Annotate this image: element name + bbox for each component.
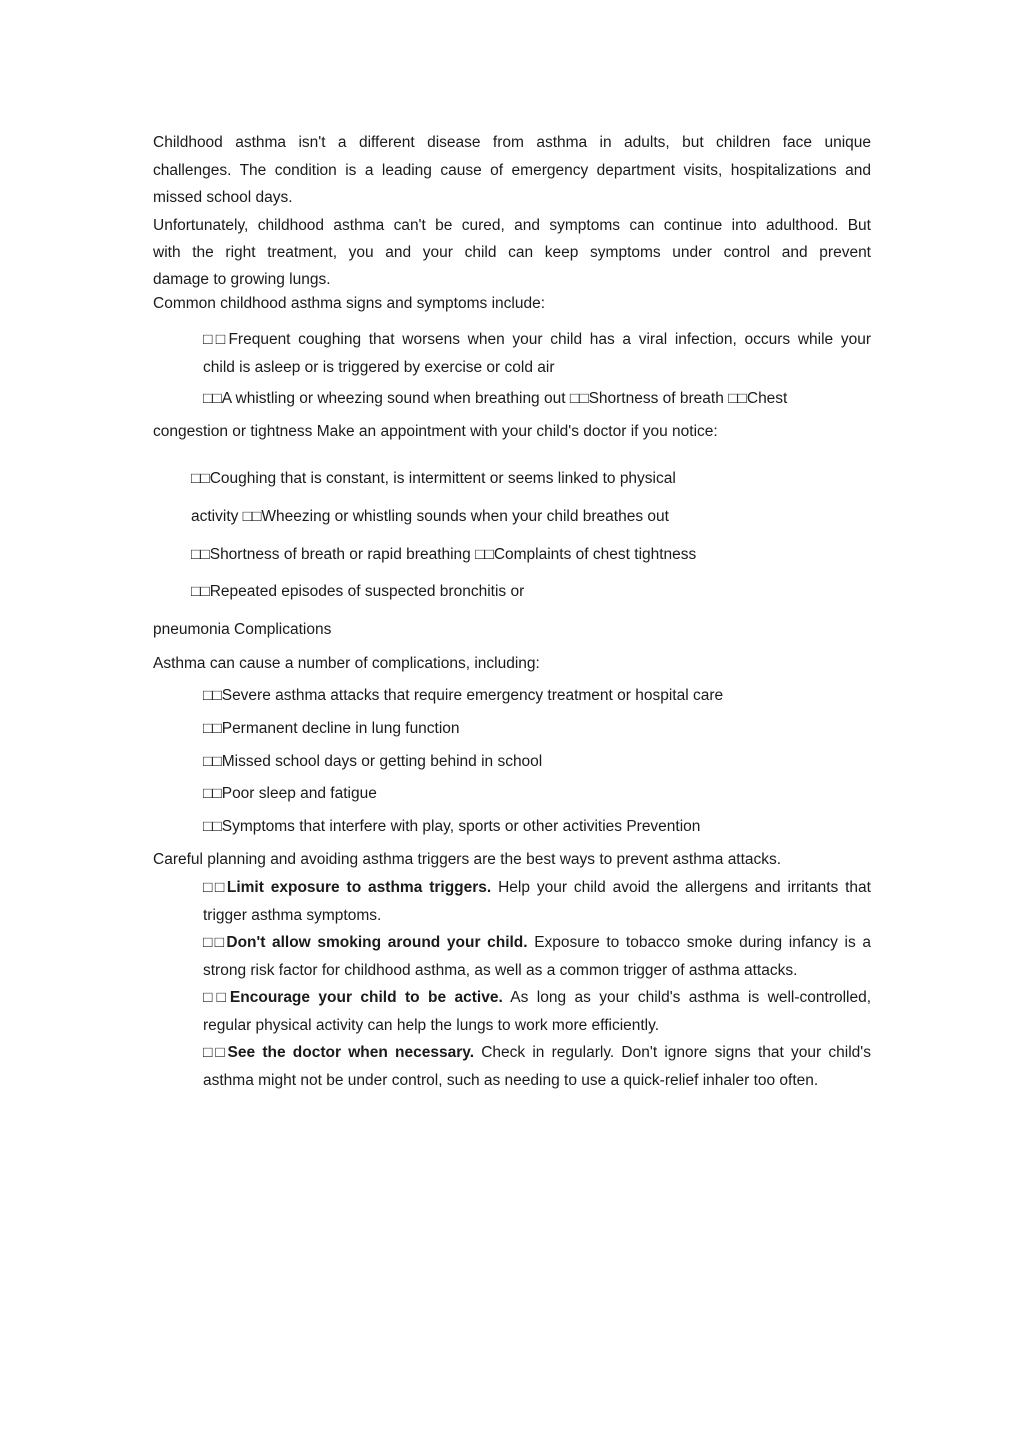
prevention-intro: Careful planning and avoiding asthma triggers are the best ways to prevent asthma attacks.	[153, 851, 782, 868]
prevention-item-text: As long as your child's asthma is well-controlled,	[502, 989, 872, 1006]
prevention-item-title: Limit exposure to asthma triggers.	[226, 879, 492, 896]
prevention-item-smoking-line1	[203, 933, 871, 953]
prevention-item-active-line2: regular physical activity can help the lungs to work more efficiently.	[203, 1017, 660, 1034]
complications-intro: Asthma can cause a number of complications, including:	[153, 655, 540, 672]
complication-item: □□Severe asthma attacks that require emergency treatment or hospital care	[203, 687, 724, 704]
prevention-item-triggers-line1	[203, 878, 871, 898]
intro-p1-line2: challenges. The condition is a leading cause of emergency department visits, hospitalizations and	[153, 162, 871, 179]
prevention-item-text: Exposure to tobacco smoke during infancy is a	[527, 934, 871, 951]
intro-p2-line3: damage to growing lungs.	[153, 271, 331, 288]
complication-item: □□Missed school days or getting behind in school	[203, 753, 543, 770]
bullet: □□	[203, 1044, 228, 1061]
bullet: □□	[203, 879, 227, 896]
prevention-item-triggers-line2: trigger asthma symptoms.	[203, 907, 382, 924]
complication-item: □□Permanent decline in lung function	[203, 720, 460, 737]
prevention-item-text: Check in regularly. Don't ignore signs that your child's	[474, 1044, 872, 1061]
symptom-item-coughing-line2: child is asleep or is triggered by exercise or cold air	[203, 359, 555, 376]
complication-item: □□Symptoms that interfere with play, sports or other activities Prevention	[203, 818, 701, 835]
symptoms-heading: Common childhood asthma signs and symptoms include:	[153, 295, 545, 312]
symptom-item-wheezing-line: □□A whistling or wheezing sound when breathing out □□Shortness of breath □□Chest	[203, 390, 788, 407]
notice-item-line5: pneumonia Complications	[153, 621, 332, 638]
intro-p2-line1: Unfortunately, childhood asthma can't be cured, and symptoms can continue into adulthood. But	[153, 217, 871, 234]
notice-item-line1: □□Coughing that is constant, is intermittent or seems linked to physical	[191, 470, 676, 487]
intro-p1-line1: Childhood asthma isn't a different disease from asthma in adults, but children face unique	[153, 134, 871, 151]
intro-p2-line2: with the right treatment, you and your child can keep symptoms under control and prevent	[153, 244, 871, 261]
prevention-item-doctor-line2: asthma might not be under control, such as needing to use a quick-relief inhaler too often.	[203, 1072, 819, 1089]
symptom-item-chest-line: congestion or tightness Make an appointment with your child's doctor if you notice:	[153, 423, 718, 440]
prevention-item-smoking-line2: strong risk factor for childhood asthma, as well as a common trigger of asthma attacks.	[203, 962, 798, 979]
prevention-item-active-line1	[203, 988, 871, 1008]
prevention-item-title: Don't allow smoking around your child.	[226, 934, 528, 951]
notice-item-line2: activity □□Wheezing or whistling sounds when your child breathes out	[191, 508, 669, 525]
bullet: □□	[203, 989, 230, 1006]
notice-item-line4: □□Repeated episodes of suspected bronchitis or	[191, 583, 525, 600]
prevention-item-title: Encourage your child to be active.	[229, 989, 503, 1006]
prevention-item-text: Help your child avoid the allergens and irritants that	[491, 879, 871, 896]
intro-p1-line3: missed school days.	[153, 189, 293, 206]
complication-item: □□Poor sleep and fatigue	[203, 785, 377, 802]
prevention-item-doctor-line1	[203, 1043, 871, 1063]
symptom-item-coughing-line1: □□Frequent coughing that worsens when your child has a viral infection, occurs while your	[203, 331, 871, 348]
notice-item-line3: □□Shortness of breath or rapid breathing □□Complaints of chest tightness	[191, 546, 697, 563]
prevention-item-title: See the doctor when necessary.	[227, 1044, 475, 1061]
bullet: □□	[203, 934, 227, 951]
